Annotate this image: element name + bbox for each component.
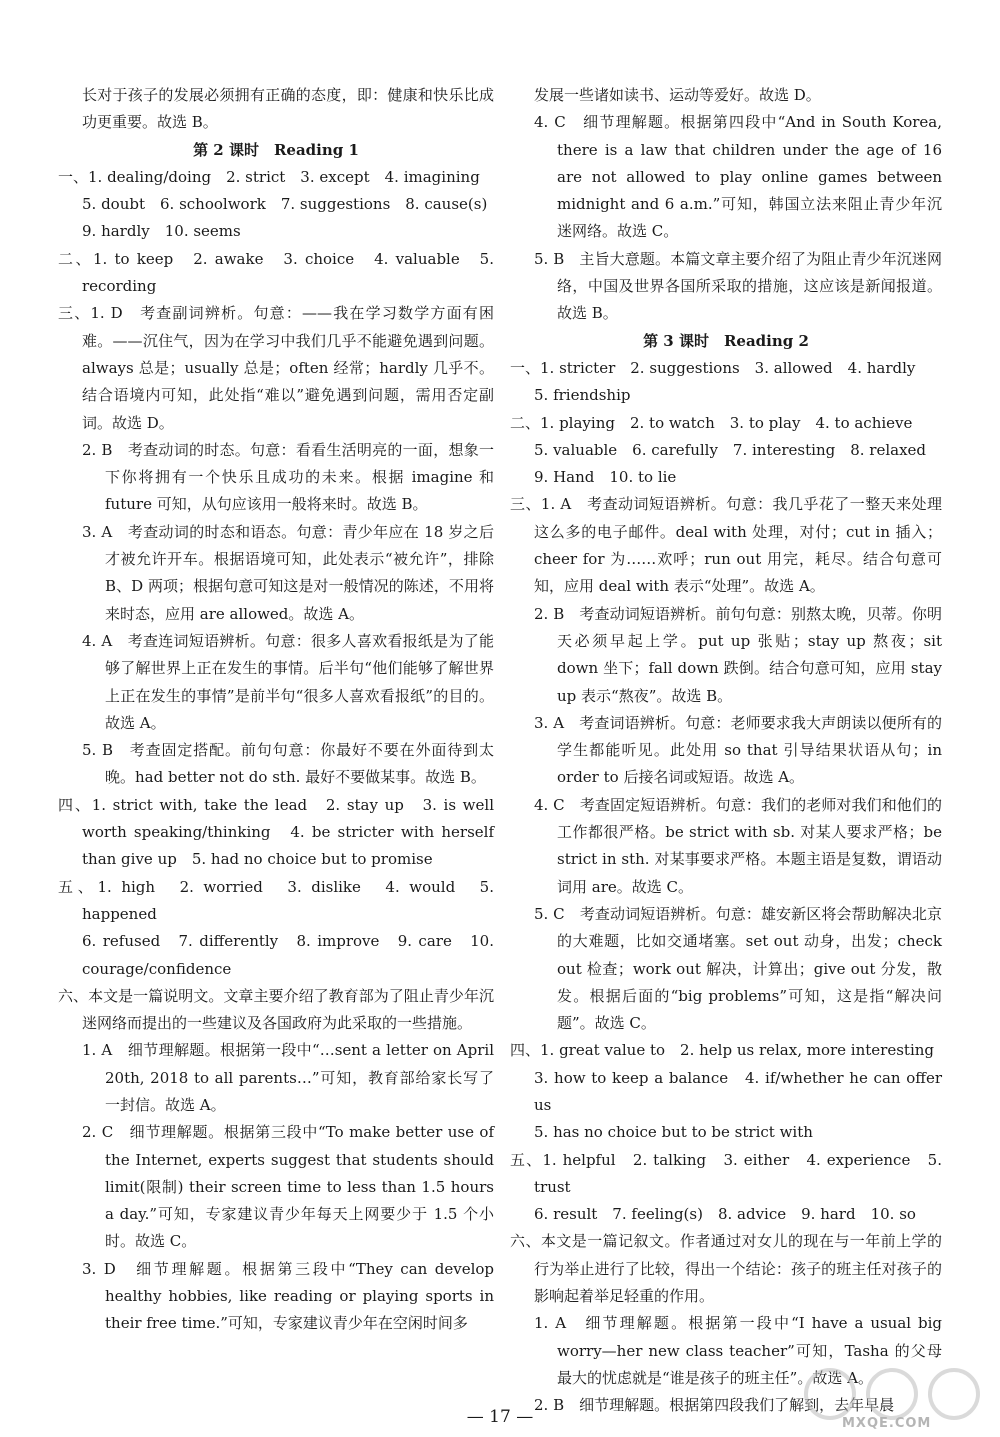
page-number: — 17 — (466, 1407, 534, 1427)
answer-line: 二、1. playing 2. to watch 3. to play 4. to achieve (510, 413, 913, 432)
answer-line: 六、本文是一篇记叙文。作者通过对女儿的现在与一年前上学的行为举止进行了比较，得出一个结论：孩子的班主任对孩子的影响起着举足轻重的作用。 (510, 1232, 942, 1306)
answer-line: 3. A 考查动词的时态和语态。句意：青少年应在 18 岁之后才被允许开车。根据语境可知，此处表示“被允许”，排除 B、D 两项；根据句意可知这是对一般情况的陈述，不用将来时态，应用 are allowed。故选 A。 (82, 522, 494, 623)
answer-line: 9. hardly 10. seems (82, 222, 241, 241)
answer-line: 1. A 细节理解题。根据第一段中“…sent a letter on April 20th, 2018 to all parents…”可知，教育部给家长写了一封信。故选 A。 (82, 1041, 494, 1114)
answer-line: 6. result 7. feeling(s) 8. advice 9. hard 10. so (534, 1205, 916, 1224)
answer-line: 9. Hand 10. to lie (534, 468, 677, 487)
section-heading: 第 3 课时 Reading 2 (643, 331, 809, 350)
answer-line: 五、1. high 2. worried 3. dislike 4. would 5. happened (58, 877, 494, 923)
answer-line: 3. D 细节理解题。根据第三段中“They can develop healthy hobbies, like reading or playing sports in their free time.”可知，专家建议青少年在空闲时间多 (82, 1259, 494, 1333)
answer-line: 5. B 考查固定搭配。前句句意：你最好不要在外面待到太晚。had better not do sth. 最好不要做某事。故选 B。 (82, 741, 494, 787)
answer-line: 1. A 细节理解题。根据第一段中“I have a usual big worry—her new class teacher”可知，Tasha 的父母最大的忧虑就是“谁是孩子的班主任”。故选 A。 (534, 1314, 942, 1387)
answer-line: 三、1. A 考查动词短语辨析。句意：我几乎花了一整天来处理这么多的电子邮件。deal with 处理，对付；cut in 插入；cheer for 为……欢呼；run out 用完，耗尽。结合句意可知，应用 deal with 表示“处理”。故选 A。 (510, 495, 942, 596)
answer-line: 2. B 考查动词短语辨析。前句句意：别熬太晚，贝蒂。你明天必须早起上学。put up 张贴；stay up 熬夜；sit down 坐下；fall down 跌倒。结合句意可知，应用 stay up 表示“熬夜”。故选 B。 (534, 604, 942, 705)
answer-line: 长对于孩子的发展必须拥有正确的态度，即：健康和快乐比成功更重要。故选 B。 (82, 86, 494, 132)
answer-line: 2. B 考查动词的时态。句意：看看生活明亮的一面，想象一下你将拥有一个快乐且成功的未来。根据 imagine 和 future 可知，从句应该用一般将来时。故选 B。 (82, 440, 494, 514)
answer-line: 4. C 细节理解题。根据第四段中“And in South Korea, there is a law that children under the age of 16 are not allowed to play online games between midnight and 6 a.m.”可知，韩国立法来阻止青少年沉迷网络。故选 C。 (534, 113, 942, 241)
answer-line: 2. C 细节理解题。根据第三段中“To make better use of the Internet, experts suggest that students should limit(限制) their screen time to less than 1.5 hours a day.”可知，专家建议青少年每天上网要少于 1.5 个小时。故选 C。 (82, 1123, 494, 1251)
answer-line: 5. valuable 6. carefully 7. interesting 8. relaxed (534, 440, 927, 459)
answer-line: 3. how to keep a balance 4. if/whether he can offer us (534, 1068, 942, 1114)
answer-line: 六、本文是一篇说明文。文章主要介绍了教育部为了阻止青少年沉迷网络而提出的一些建议及各国政府为此采取的一些措施。 (58, 986, 494, 1033)
answer-line: 5. C 考查动词短语辨析。句意：雄安新区将会帮助解决北京的大难题，比如交通堵塞。set out 动身，出发；check out 检查；work out 解决，计算出；give out 分发，散发。根据后面的“big problems”可知，这是指“解决问题”。故选 C。 (534, 904, 942, 1033)
right-column (510, 82, 942, 1420)
section-heading: 第 2 课时 Reading 1 (193, 140, 359, 159)
answer-line: 5. friendship (534, 386, 631, 405)
answer-line: 4. A 考查连词短语辨析。句意：很多人喜欢看报纸是为了能够了解世界上正在发生的事情。后半句“他们能够了解世界上正在发生的事情”是前半句“很多人喜欢看报纸”的目的。故选 A。 (82, 631, 494, 732)
answer-line: 一、1. stricter 2. suggestions 3. allowed 4. hardly (510, 358, 916, 377)
answer-line: 一、1. dealing/doing 2. strict 3. except 4. imagining (58, 167, 480, 186)
answer-line: 6. refused 7. differently 8. improve 9. care 10. courage/confidence (82, 932, 494, 978)
answer-line: 四、1. strict with, take the lead 2. stay up 3. is well worth speaking/thinking 4. be stricter with herself than give up 5. had no choice but to promise (58, 795, 494, 869)
answer-line: 5. doubt 6. schoolwork 7. suggestions 8. cause(s) (82, 195, 488, 214)
answer-line: 发展一些诸如读书、运动等爱好。故选 D。 (534, 86, 821, 104)
answer-line: 三、1. D 考查副词辨析。句意：——我在学习数学方面有困难。——沉住气，因为在学习中我们几乎不能避免遇到问题。always 总是；usually 总是；often 经常；hardly 几乎不。结合语境内可知，此处指“难以”避免遇到问题，需用否定副词。故选 D。 (58, 304, 494, 432)
answer-line: 5. B 主旨大意题。本篇文章主要介绍了为阻止青少年沉迷网络，中国及世界各国所采取的措施，这应该是新闻报道。故选 B。 (534, 249, 942, 323)
answer-line: 4. C 考查固定短语辨析。句意：我们的老师对我们和他们的工作都很严格。be strict with sb. 对某人要求严格；be strict in sth. 对某事要求严格。本题主语是复数，谓语动词用 are。故选 C。 (534, 795, 942, 896)
answer-line: 五、1. helpful 2. talking 3. either 4. experience 5. trust (510, 1150, 942, 1196)
watermark-text: MXQE.COM (842, 1416, 932, 1431)
answer-line: 四、1. great value to 2. help us relax, more interesting (510, 1041, 935, 1060)
answer-line: 3. A 考查词语辨析。句意：老师要求我大声朗读以便所有的学生都能听见。此处用 so that 引导结果状语从句；in order to 后接名词或短语。故选 A。 (534, 713, 942, 787)
answer-line: 5. has no choice but to be strict with (534, 1123, 813, 1142)
answer-line: 二、1. to keep 2. awake 3. choice 4. valuable 5. recording (58, 249, 494, 296)
left-column (58, 82, 494, 1338)
answer-line: 2. B 细节理解题。根据第四段我们了解到，去年早晨 (534, 1396, 895, 1415)
